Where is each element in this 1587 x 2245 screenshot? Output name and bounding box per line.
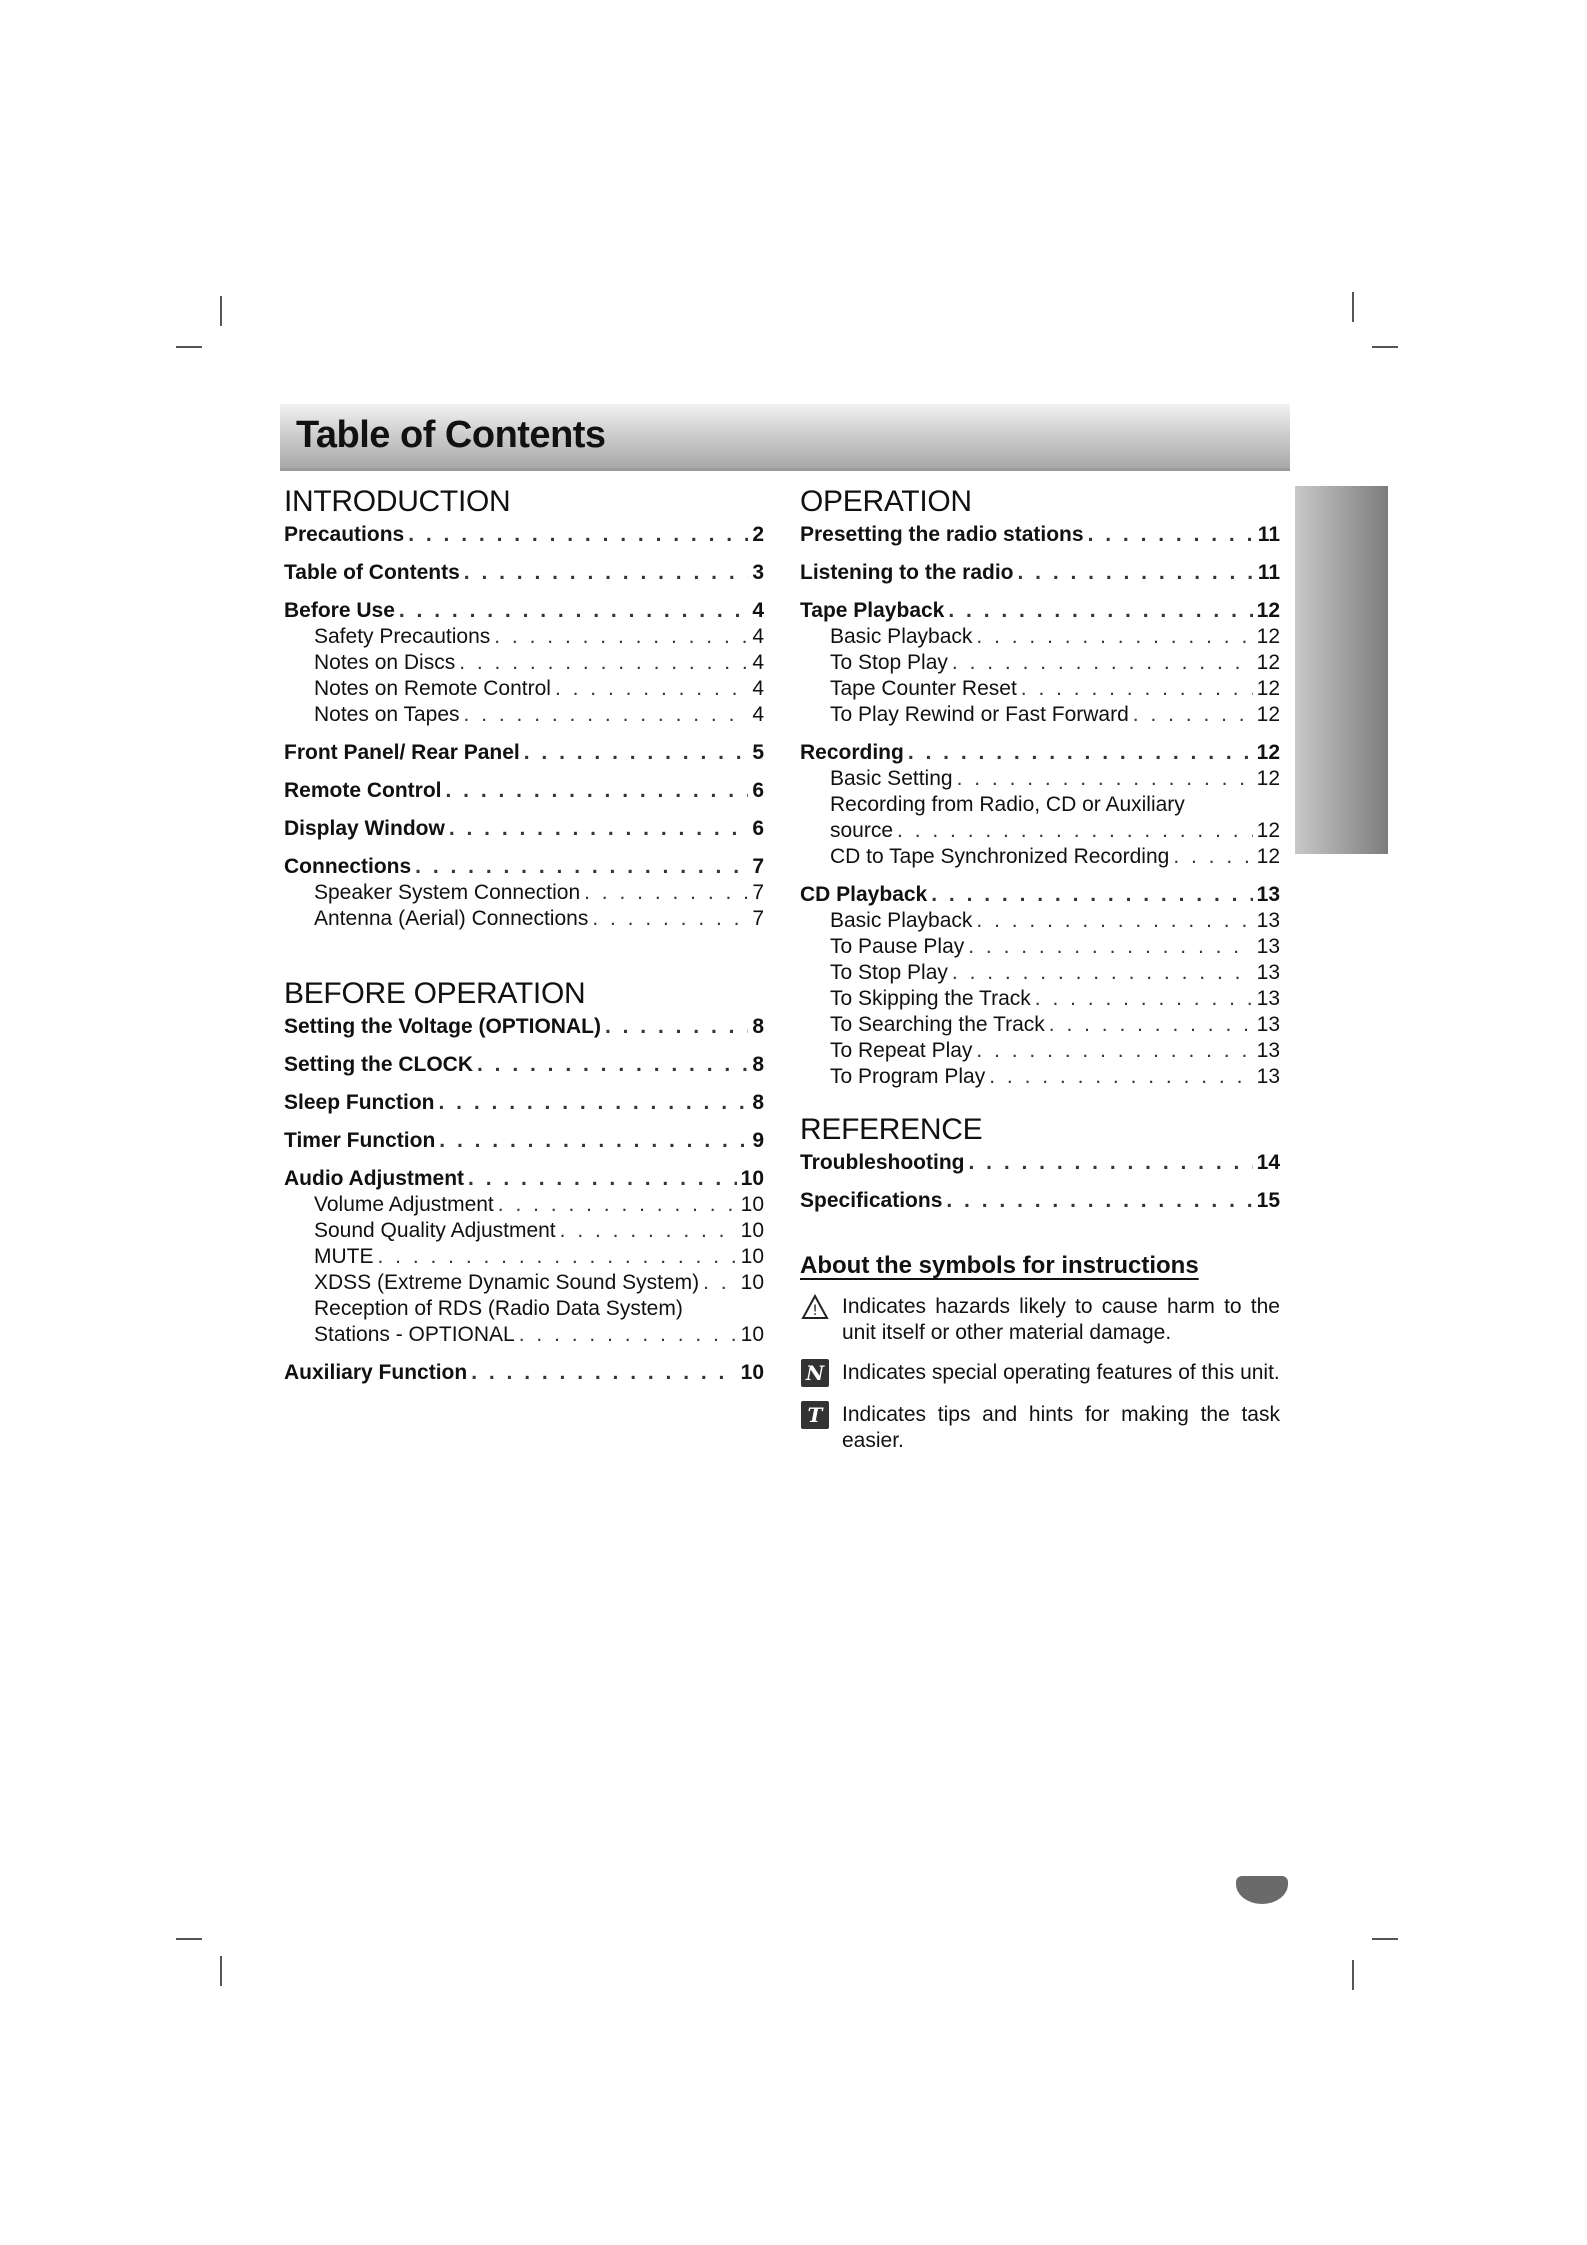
dot-leader bbox=[468, 1166, 737, 1192]
dot-leader bbox=[471, 1360, 736, 1386]
dot-leader bbox=[931, 882, 1252, 908]
toc-entry[interactable] bbox=[284, 1052, 764, 1078]
symbols-list bbox=[800, 1294, 1280, 1454]
right-column bbox=[800, 484, 1280, 1454]
dot-leader bbox=[605, 1014, 748, 1040]
toc-page-number: 10 bbox=[740, 1167, 764, 1190]
crop-mark bbox=[1372, 1938, 1398, 1940]
toc-subentry[interactable] bbox=[800, 1012, 1280, 1038]
toc-entry[interactable] bbox=[800, 740, 1280, 766]
toc-entry[interactable] bbox=[284, 1014, 764, 1040]
toc-entry-label: To Repeat Play bbox=[830, 1039, 973, 1062]
toc-entry[interactable] bbox=[284, 1360, 764, 1386]
toc-entry[interactable] bbox=[800, 598, 1280, 624]
title-banner bbox=[280, 404, 1290, 471]
toc-page-number: 12 bbox=[1256, 703, 1280, 726]
toc-entry-label: Timer Function bbox=[284, 1129, 436, 1152]
toc-entry-label: CD Playback bbox=[800, 883, 928, 906]
toc-list-operation bbox=[800, 522, 1280, 1090]
dot-leader bbox=[1088, 522, 1254, 548]
dot-leader bbox=[989, 1064, 1252, 1090]
toc-entry[interactable] bbox=[284, 778, 764, 804]
toc-entry-label: Troubleshooting bbox=[800, 1151, 965, 1174]
toc-page-number: 14 bbox=[1256, 1151, 1280, 1174]
toc-subentry[interactable] bbox=[800, 650, 1280, 676]
dot-leader bbox=[399, 598, 748, 624]
toc-entry-label: To Stop Play bbox=[830, 961, 948, 984]
toc-entry[interactable] bbox=[800, 522, 1280, 548]
toc-page-number: 10 bbox=[740, 1193, 764, 1216]
toc-page-number: 9 bbox=[752, 1129, 764, 1152]
section-heading-operation: OPERATION bbox=[800, 485, 972, 518]
toc-entry-label: CD to Tape Synchronized Recording bbox=[830, 845, 1170, 868]
toc-page-number: 12 bbox=[1256, 819, 1280, 842]
toc-page-number: 12 bbox=[1256, 599, 1280, 622]
toc-entry[interactable] bbox=[284, 1090, 764, 1116]
toc-page-number: 8 bbox=[752, 1053, 764, 1076]
toc-entry-label: Specifications bbox=[800, 1189, 943, 1212]
toc-page-number: 4 bbox=[752, 677, 764, 700]
toc-page-number: 12 bbox=[1256, 625, 1280, 648]
toc-entry-continued bbox=[284, 1296, 764, 1322]
toc-page-number: 2 bbox=[752, 523, 764, 546]
dot-leader bbox=[464, 560, 749, 586]
dot-leader bbox=[976, 624, 1252, 650]
crop-mark bbox=[176, 346, 202, 348]
toc-page-number: 4 bbox=[752, 625, 764, 648]
toc-entry-label: Front Panel/ Rear Panel bbox=[284, 741, 520, 764]
section-heading-before-operation: BEFORE OPERATION bbox=[284, 977, 586, 1010]
toc-list-before-operation bbox=[284, 1014, 764, 1386]
toc-entry-label: MUTE bbox=[314, 1245, 374, 1268]
toc-page-number: 13 bbox=[1256, 883, 1280, 906]
toc-entry-label: Table of Contents bbox=[284, 561, 460, 584]
toc-entry-label: Stations - OPTIONAL bbox=[314, 1323, 515, 1346]
svg-text:!: ! bbox=[812, 1303, 818, 1319]
warning-triangle-icon bbox=[800, 1292, 830, 1322]
tip-t-icon bbox=[800, 1400, 830, 1430]
toc-entry-label: Basic Setting bbox=[830, 767, 953, 790]
toc-entry-label: Remote Control bbox=[284, 779, 442, 802]
dot-leader bbox=[459, 650, 748, 676]
dot-leader bbox=[946, 1188, 1252, 1214]
toc-entry-label: Setting the Voltage (OPTIONAL) bbox=[284, 1015, 601, 1038]
dot-leader bbox=[519, 1322, 737, 1348]
dot-leader bbox=[968, 1150, 1252, 1176]
dot-leader bbox=[464, 702, 749, 728]
toc-subentry[interactable] bbox=[800, 934, 1280, 960]
toc-entry[interactable] bbox=[800, 1188, 1280, 1214]
toc-page-number: 6 bbox=[752, 817, 764, 840]
toc-entry[interactable] bbox=[284, 816, 764, 842]
section-heading-reference: REFERENCE bbox=[800, 1113, 983, 1146]
toc-page-number: 3 bbox=[752, 561, 764, 584]
toc-subentry[interactable] bbox=[800, 908, 1280, 934]
toc-entry-label: To Play Rewind or Fast Forward bbox=[830, 703, 1129, 726]
toc-entry-label: Safety Precautions bbox=[314, 625, 491, 648]
toc-entry-label: Display Window bbox=[284, 817, 445, 840]
toc-page-number: 5 bbox=[752, 741, 764, 764]
dot-leader bbox=[952, 960, 1253, 986]
toc-page-number: 10 bbox=[740, 1271, 764, 1294]
toc-page-number: 4 bbox=[752, 651, 764, 674]
toc-page-number: 11 bbox=[1257, 523, 1280, 546]
toc-subentry[interactable] bbox=[284, 1270, 764, 1296]
crop-mark bbox=[1372, 346, 1398, 348]
toc-entry[interactable] bbox=[800, 1150, 1280, 1176]
toc-page-number: 12 bbox=[1256, 677, 1280, 700]
toc-entry[interactable] bbox=[284, 598, 764, 624]
toc-entry[interactable] bbox=[284, 1166, 764, 1192]
dot-leader bbox=[976, 908, 1252, 934]
dot-leader bbox=[952, 650, 1253, 676]
dot-leader bbox=[415, 854, 748, 880]
dot-leader bbox=[1049, 1012, 1253, 1038]
toc-page-number: 13 bbox=[1256, 1013, 1280, 1036]
toc-entry-label: Audio Adjustment bbox=[284, 1167, 465, 1190]
dot-leader bbox=[948, 598, 1252, 624]
toc-entry-continued bbox=[800, 792, 1280, 818]
toc-page-number: 8 bbox=[752, 1015, 764, 1038]
toc-entry[interactable] bbox=[800, 882, 1280, 908]
toc-entry-label: To Pause Play bbox=[830, 935, 965, 958]
dot-leader bbox=[1133, 702, 1253, 728]
toc-entry-label: Speaker System Connection bbox=[314, 881, 581, 904]
crop-mark bbox=[1352, 292, 1354, 322]
toc-entry-label: XDSS (Extreme Dynamic Sound System) bbox=[314, 1271, 700, 1294]
symbol-row bbox=[800, 1360, 1280, 1388]
page-title: Table of Contents bbox=[296, 414, 606, 456]
toc-entry-label: Before Use bbox=[284, 599, 395, 622]
toc-entry-label: Auxiliary Function bbox=[284, 1361, 468, 1384]
toc-entry-label: Tape Playback bbox=[800, 599, 945, 622]
symbol-row bbox=[800, 1294, 1280, 1346]
dot-leader bbox=[703, 1270, 737, 1296]
symbol-glyph: N bbox=[801, 1359, 829, 1387]
toc-entry-label: Notes on Discs bbox=[314, 651, 456, 674]
dot-leader bbox=[494, 624, 748, 650]
toc-entry-label: Basic Playback bbox=[830, 909, 973, 932]
section-heading-introduction: INTRODUCTION bbox=[284, 485, 511, 518]
toc-subentry[interactable] bbox=[800, 986, 1280, 1012]
toc-page-number: 7 bbox=[752, 855, 764, 878]
toc-subentry[interactable] bbox=[800, 844, 1280, 870]
left-column bbox=[284, 484, 764, 1386]
toc-page-number: 10 bbox=[740, 1245, 764, 1268]
toc-subentry[interactable] bbox=[284, 1218, 764, 1244]
toc-entry-label: Recording from Radio, CD or Auxiliary bbox=[830, 793, 1185, 816]
toc-entry[interactable] bbox=[284, 740, 764, 766]
toc-page-number: 11 bbox=[1257, 561, 1280, 584]
toc-page-number: 10 bbox=[740, 1219, 764, 1242]
toc-entry-label: Sleep Function bbox=[284, 1091, 435, 1114]
toc-entry-label: To Searching the Track bbox=[830, 1013, 1045, 1036]
toc-entry-label: Presetting the radio stations bbox=[800, 523, 1084, 546]
toc-entry-label: Notes on Tapes bbox=[314, 703, 460, 726]
dot-leader bbox=[498, 1192, 737, 1218]
symbol-description: Indicates hazards likely to cause harm to the unit itself or other material damage. bbox=[842, 1295, 1280, 1344]
toc-page-number: 13 bbox=[1256, 961, 1280, 984]
toc-subentry[interactable] bbox=[284, 1192, 764, 1218]
toc-entry-label: Reception of RDS (Radio Data System) bbox=[314, 1297, 683, 1320]
toc-subentry[interactable] bbox=[800, 766, 1280, 792]
dot-leader bbox=[592, 906, 748, 932]
toc-page-number: 13 bbox=[1256, 1065, 1280, 1088]
toc-entry-label: Notes on Remote Control bbox=[314, 677, 551, 700]
toc-page-number: 13 bbox=[1256, 987, 1280, 1010]
dot-leader bbox=[378, 1244, 737, 1270]
symbols-heading: About the symbols for instructions bbox=[800, 1252, 1199, 1279]
toc-page-number: 4 bbox=[752, 599, 764, 622]
toc-entry-label: To Skipping the Track bbox=[830, 987, 1031, 1010]
dot-leader bbox=[408, 522, 748, 548]
crop-mark bbox=[220, 296, 222, 326]
toc-page-number: 12 bbox=[1256, 741, 1280, 764]
toc-page-number: 12 bbox=[1256, 651, 1280, 674]
toc-subentry[interactable] bbox=[284, 906, 764, 932]
toc-page-number: 12 bbox=[1256, 767, 1280, 790]
toc-entry-label: Antenna (Aerial) Connections bbox=[314, 907, 589, 930]
toc-subentry[interactable] bbox=[284, 650, 764, 676]
toc-entry-label: Tape Counter Reset bbox=[830, 677, 1017, 700]
toc-subentry[interactable] bbox=[800, 624, 1280, 650]
dot-leader bbox=[1018, 560, 1254, 586]
toc-entry-label: Sound Quality Adjustment bbox=[314, 1219, 556, 1242]
toc-entry-label: Connections bbox=[284, 855, 412, 878]
toc-subentry[interactable] bbox=[284, 702, 764, 728]
toc-entry-label: Precautions bbox=[284, 523, 405, 546]
toc-subentry[interactable] bbox=[800, 960, 1280, 986]
toc-entry-label: source bbox=[830, 819, 894, 842]
dot-leader bbox=[439, 1090, 749, 1116]
toc-subentry[interactable] bbox=[284, 676, 764, 702]
symbol-row bbox=[800, 1402, 1280, 1454]
dot-leader bbox=[1035, 986, 1253, 1012]
dot-leader bbox=[446, 778, 749, 804]
toc-entry-label: Recording bbox=[800, 741, 904, 764]
toc-page-number: 13 bbox=[1256, 1039, 1280, 1062]
note-n-icon bbox=[800, 1358, 830, 1388]
toc-page-number: 7 bbox=[752, 907, 764, 930]
dot-leader bbox=[524, 740, 749, 766]
toc-entry-label: To Program Play bbox=[830, 1065, 986, 1088]
dot-leader bbox=[560, 1218, 737, 1244]
dot-leader bbox=[555, 676, 748, 702]
crop-mark bbox=[176, 1938, 202, 1940]
dot-leader bbox=[477, 1052, 748, 1078]
dot-leader bbox=[957, 766, 1253, 792]
toc-page-number: 10 bbox=[740, 1323, 764, 1346]
dot-leader bbox=[449, 816, 748, 842]
toc-subentry[interactable] bbox=[284, 880, 764, 906]
toc-page-number: 13 bbox=[1256, 909, 1280, 932]
toc-subentry[interactable] bbox=[800, 818, 1280, 844]
crop-mark bbox=[220, 1956, 222, 1986]
toc-page-number: 6 bbox=[752, 779, 764, 802]
toc-entry[interactable] bbox=[284, 1128, 764, 1154]
toc-entry[interactable] bbox=[284, 560, 764, 586]
toc-subentry[interactable] bbox=[800, 702, 1280, 728]
toc-entry-label: Setting the CLOCK bbox=[284, 1053, 473, 1076]
dot-leader bbox=[976, 1038, 1252, 1064]
dot-leader bbox=[439, 1128, 748, 1154]
toc-entry-label: Basic Playback bbox=[830, 625, 973, 648]
toc-subentry[interactable] bbox=[284, 1244, 764, 1270]
toc-entry-label: Listening to the radio bbox=[800, 561, 1014, 584]
toc-page-number: 8 bbox=[752, 1091, 764, 1114]
toc-page-number: 10 bbox=[740, 1361, 764, 1384]
symbol-description: Indicates special operating features of this unit. bbox=[842, 1361, 1280, 1384]
page-number-tab bbox=[1236, 1876, 1288, 1904]
toc-entry-label: Volume Adjustment bbox=[314, 1193, 494, 1216]
toc-entry[interactable] bbox=[284, 854, 764, 880]
toc-subentry[interactable] bbox=[800, 676, 1280, 702]
toc-subentry[interactable] bbox=[284, 624, 764, 650]
toc-entry[interactable] bbox=[800, 560, 1280, 586]
toc-entry[interactable] bbox=[284, 522, 764, 548]
dot-leader bbox=[897, 818, 1253, 844]
dot-leader bbox=[584, 880, 748, 906]
dot-leader bbox=[1173, 844, 1252, 870]
symbol-glyph: T bbox=[801, 1401, 829, 1429]
toc-list-reference bbox=[800, 1150, 1280, 1214]
crop-mark bbox=[1352, 1960, 1354, 1990]
dot-leader bbox=[1021, 676, 1253, 702]
dot-leader bbox=[968, 934, 1252, 960]
toc-page-number: 4 bbox=[752, 703, 764, 726]
toc-page-number: 13 bbox=[1256, 935, 1280, 958]
toc-page-number: 12 bbox=[1256, 845, 1280, 868]
dot-leader bbox=[908, 740, 1253, 766]
toc-page-number: 7 bbox=[752, 881, 764, 904]
toc-subentry[interactable] bbox=[800, 1038, 1280, 1064]
toc-list-introduction bbox=[284, 522, 764, 932]
toc-entry-label: To Stop Play bbox=[830, 651, 948, 674]
toc-subentry[interactable] bbox=[284, 1322, 764, 1348]
symbol-description: Indicates tips and hints for making the task easier. bbox=[842, 1403, 1280, 1452]
toc-subentry[interactable] bbox=[800, 1064, 1280, 1090]
section-side-tab bbox=[1295, 486, 1388, 854]
toc-page-number: 15 bbox=[1256, 1189, 1280, 1212]
